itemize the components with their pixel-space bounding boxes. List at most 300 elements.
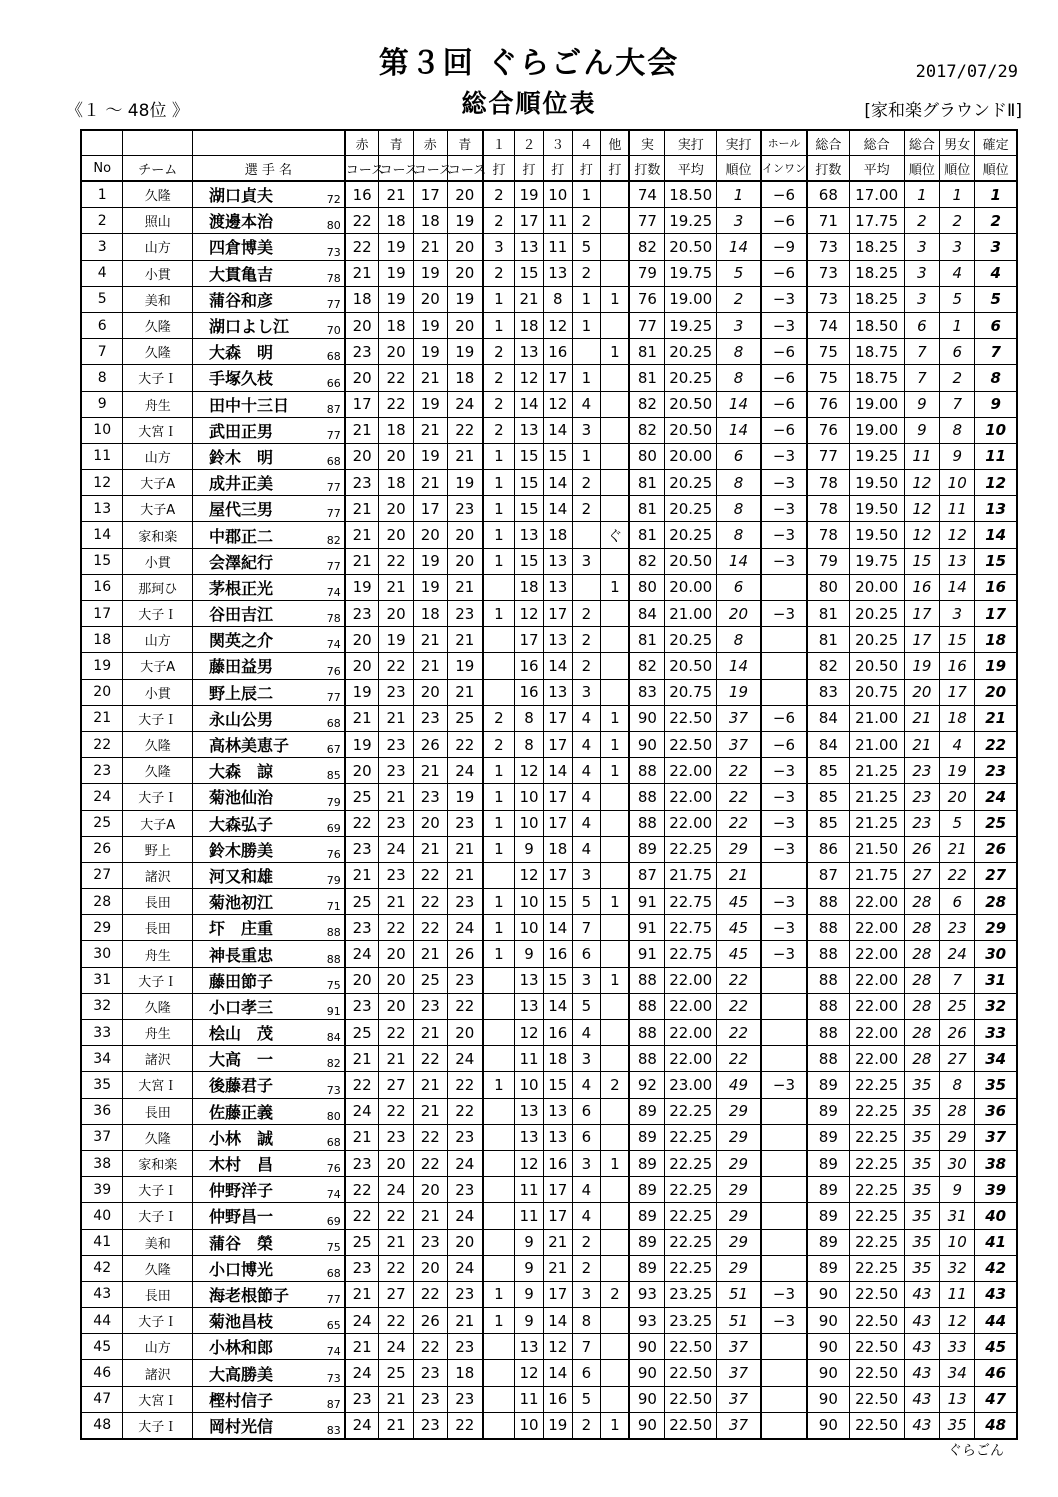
cell-actual-rank: 37 — [717, 705, 761, 731]
cell-no: 14 — [81, 522, 123, 548]
cell-red-course-1: 22 — [345, 810, 379, 836]
cell-no: 45 — [81, 1334, 123, 1360]
cell-red-course-1: 23 — [345, 1386, 379, 1412]
cell-player — [192, 234, 344, 260]
player-name: 大森 諒 — [208, 762, 273, 782]
cell-actual-avg: 20.50 — [665, 391, 717, 417]
cell-strokes-other: ぐ — [601, 522, 630, 548]
cell-strokes-3: 14 — [543, 496, 572, 522]
cell-player — [192, 522, 344, 548]
cell-total-strokes: 89 — [807, 1098, 849, 1124]
cell-hole-in-one — [761, 967, 807, 993]
player-age: 91 — [326, 1005, 341, 1018]
cell-red-course-2: 21 — [413, 941, 447, 967]
cell-total-rank: 28 — [904, 1020, 939, 1046]
cell-strokes-1: 1 — [483, 548, 515, 574]
cell-final-rank: 17 — [975, 601, 1017, 627]
cell-total-strokes: 73 — [807, 286, 849, 312]
cell-final-rank: 41 — [975, 1229, 1017, 1255]
player-name: 湖口よし江 — [208, 317, 289, 337]
cell-player — [192, 1255, 344, 1281]
cell-player — [192, 496, 344, 522]
cell-total-avg: 17.75 — [849, 208, 904, 234]
cell-hole-in-one: −3 — [761, 522, 807, 548]
cell-actual-avg: 22.25 — [665, 1255, 717, 1281]
cell-no: 30 — [81, 941, 123, 967]
cell-red-course-1: 21 — [345, 1046, 379, 1072]
player-name: 海老根節子 — [208, 1285, 289, 1305]
cell-player — [192, 1334, 344, 1360]
cell-red-course-2: 21 — [413, 653, 447, 679]
cell-total-strokes: 89 — [807, 1072, 849, 1098]
cell-red-course-2: 20 — [413, 522, 447, 548]
cell-strokes-3: 13 — [543, 627, 572, 653]
page-title: 第３回 ぐらごん大会 — [378, 46, 680, 81]
cell-gender-rank: 15 — [940, 627, 975, 653]
cell-strokes-3: 16 — [543, 1386, 572, 1412]
cell-actual-strokes: 81 — [629, 522, 664, 548]
cell-red-course-2: 21 — [413, 758, 447, 784]
cell-actual-rank: 14 — [717, 234, 761, 260]
cell-no: 1 — [81, 181, 123, 208]
cell-final-rank: 39 — [975, 1177, 1017, 1203]
cell-red-course-1: 23 — [345, 993, 379, 1019]
cell-actual-rank: 29 — [717, 1177, 761, 1203]
player-name: 大高 一 — [208, 1050, 273, 1070]
cell-actual-avg: 20.50 — [665, 417, 717, 443]
cell-blue-course-2: 24 — [447, 1203, 482, 1229]
cell-red-course-1: 23 — [345, 836, 379, 862]
cell-total-strokes: 68 — [807, 181, 849, 208]
player-age: 77 — [326, 690, 341, 704]
cell-red-course-1: 24 — [345, 1098, 379, 1124]
cell-blue-course-2: 20 — [447, 312, 482, 338]
cell-player — [192, 627, 344, 653]
cell-strokes-other: 1 — [601, 574, 630, 600]
cell-blue-course-2: 23 — [447, 601, 482, 627]
cell-red-course-2: 21 — [413, 627, 447, 653]
cell-actual-strokes: 88 — [629, 1046, 664, 1072]
cell-strokes-4: 5 — [572, 993, 601, 1019]
header-actual-avg-bottom: 平均 — [665, 156, 717, 182]
player-age: 77 — [326, 507, 341, 521]
table-row — [81, 234, 1017, 260]
cell-blue-course-2: 21 — [447, 627, 482, 653]
cell-actual-avg: 22.50 — [665, 731, 717, 757]
cell-actual-strokes: 89 — [629, 1255, 664, 1281]
cell-strokes-3: 14 — [543, 993, 572, 1019]
player-age: 70 — [326, 324, 341, 338]
cell-total-strokes: 74 — [807, 312, 849, 338]
cell-final-rank: 43 — [975, 1281, 1017, 1307]
cell-strokes-3: 18 — [543, 1046, 572, 1072]
cell-final-rank: 42 — [975, 1255, 1017, 1281]
header-red-course-2-top: 赤 — [413, 130, 447, 156]
player-name: 菊池仙治 — [208, 788, 273, 808]
cell-final-rank: 16 — [975, 574, 1017, 600]
cell-actual-strokes: 89 — [629, 1229, 664, 1255]
cell-actual-avg: 20.25 — [665, 339, 717, 365]
cell-blue-course-1: 20 — [379, 1150, 413, 1176]
cell-total-rank: 20 — [904, 679, 939, 705]
cell-strokes-1: 1 — [483, 784, 515, 810]
cell-gender-rank: 8 — [940, 1072, 975, 1098]
cell-red-course-1: 20 — [345, 967, 379, 993]
cell-blue-course-1: 22 — [379, 1255, 413, 1281]
cell-final-rank: 29 — [975, 915, 1017, 941]
cell-strokes-1: 1 — [483, 758, 515, 784]
header-strokes-other-bottom: 打 — [601, 156, 630, 182]
cell-team: 小貫 — [123, 679, 193, 705]
cell-red-course-2: 23 — [413, 1229, 447, 1255]
cell-player — [192, 941, 344, 967]
cell-total-avg: 22.00 — [849, 993, 904, 1019]
cell-blue-course-1: 20 — [379, 993, 413, 1019]
cell-blue-course-1: 24 — [379, 1334, 413, 1360]
cell-strokes-other — [601, 915, 630, 941]
cell-actual-rank: 51 — [717, 1308, 761, 1334]
table-row — [81, 1334, 1017, 1360]
header-player-top — [192, 130, 344, 156]
cell-gender-rank: 5 — [940, 286, 975, 312]
cell-strokes-2: 8 — [515, 705, 544, 731]
cell-team: 山方 — [123, 1334, 193, 1360]
cell-total-strokes: 71 — [807, 208, 849, 234]
cell-final-rank: 45 — [975, 1334, 1017, 1360]
cell-strokes-other — [601, 627, 630, 653]
cell-strokes-other — [601, 1386, 630, 1412]
cell-final-rank: 32 — [975, 993, 1017, 1019]
cell-actual-avg: 21.75 — [665, 862, 717, 888]
cell-actual-rank: 29 — [717, 836, 761, 862]
cell-strokes-3: 16 — [543, 941, 572, 967]
cell-actual-rank: 8 — [717, 496, 761, 522]
cell-blue-course-1: 23 — [379, 731, 413, 757]
cell-actual-strokes: 92 — [629, 1072, 664, 1098]
cell-actual-strokes: 81 — [629, 339, 664, 365]
cell-team: 照山 — [123, 208, 193, 234]
cell-blue-course-1: 23 — [379, 862, 413, 888]
cell-no: 34 — [81, 1046, 123, 1072]
cell-strokes-4: 3 — [572, 967, 601, 993]
cell-red-course-2: 19 — [413, 391, 447, 417]
cell-actual-strokes: 90 — [629, 731, 664, 757]
cell-strokes-2: 17 — [515, 627, 544, 653]
cell-strokes-2: 15 — [515, 470, 544, 496]
cell-strokes-1 — [483, 1334, 515, 1360]
cell-strokes-4 — [572, 574, 601, 600]
cell-final-rank: 8 — [975, 365, 1017, 391]
player-name: 大高勝美 — [208, 1364, 273, 1384]
cell-actual-avg: 22.25 — [665, 836, 717, 862]
cell-strokes-4: 4 — [572, 1177, 601, 1203]
cell-gender-rank: 4 — [940, 731, 975, 757]
cell-total-rank: 43 — [904, 1281, 939, 1307]
table-row — [81, 1308, 1017, 1334]
cell-total-avg: 22.50 — [849, 1308, 904, 1334]
cell-no: 29 — [81, 915, 123, 941]
player-age: 77 — [326, 559, 341, 573]
cell-strokes-2: 9 — [515, 1229, 544, 1255]
cell-total-rank: 35 — [904, 1229, 939, 1255]
cell-gender-rank: 11 — [940, 1281, 975, 1307]
cell-hole-in-one: −3 — [761, 312, 807, 338]
cell-no: 5 — [81, 286, 123, 312]
cell-blue-course-1: 24 — [379, 1177, 413, 1203]
cell-red-course-1: 21 — [345, 1124, 379, 1150]
player-age: 68 — [326, 350, 341, 364]
table-row — [81, 1255, 1017, 1281]
player-age: 73 — [326, 1083, 341, 1097]
cell-strokes-other — [601, 1177, 630, 1203]
cell-total-rank: 21 — [904, 705, 939, 731]
cell-actual-rank: 29 — [717, 1098, 761, 1124]
cell-strokes-2: 11 — [515, 1203, 544, 1229]
cell-final-rank: 2 — [975, 208, 1017, 234]
cell-strokes-3: 19 — [543, 1412, 572, 1439]
cell-team: 長田 — [123, 889, 193, 915]
player-age: 72 — [326, 193, 341, 207]
cell-red-course-1: 21 — [345, 417, 379, 443]
player-age: 82 — [326, 1057, 341, 1071]
table-row — [81, 993, 1017, 1019]
cell-hole-in-one: −6 — [761, 705, 807, 731]
cell-total-rank: 35 — [904, 1203, 939, 1229]
player-age: 77 — [326, 1293, 341, 1307]
cell-red-course-2: 25 — [413, 967, 447, 993]
cell-blue-course-1: 19 — [379, 286, 413, 312]
cell-total-strokes: 90 — [807, 1308, 849, 1334]
cell-actual-rank: 22 — [717, 967, 761, 993]
cell-red-course-2: 22 — [413, 1046, 447, 1072]
header-strokes-3-top: ３ — [543, 130, 572, 156]
cell-gender-rank: 28 — [940, 1098, 975, 1124]
cell-team: 久隆 — [123, 181, 193, 208]
cell-actual-strokes: 88 — [629, 810, 664, 836]
cell-strokes-3: 17 — [543, 1177, 572, 1203]
cell-gender-rank: 6 — [940, 339, 975, 365]
cell-hole-in-one — [761, 1334, 807, 1360]
cell-red-course-1: 16 — [345, 181, 379, 208]
cell-strokes-other — [601, 260, 630, 286]
cell-strokes-4: 7 — [572, 1334, 601, 1360]
cell-strokes-2: 9 — [515, 941, 544, 967]
cell-total-strokes: 87 — [807, 862, 849, 888]
cell-blue-course-1: 21 — [379, 181, 413, 208]
cell-blue-course-2: 24 — [447, 758, 482, 784]
cell-strokes-2: 13 — [515, 234, 544, 260]
cell-player — [192, 601, 344, 627]
cell-blue-course-2: 22 — [447, 731, 482, 757]
player-name: 蒲谷和彦 — [208, 290, 273, 310]
cell-hole-in-one: −3 — [761, 470, 807, 496]
cell-player — [192, 1229, 344, 1255]
table-row — [81, 339, 1017, 365]
cell-team: 美和 — [123, 286, 193, 312]
cell-blue-course-1: 18 — [379, 312, 413, 338]
cell-total-rank: 1 — [904, 181, 939, 208]
cell-actual-strokes: 82 — [629, 234, 664, 260]
cell-actual-avg: 20.00 — [665, 443, 717, 469]
cell-blue-course-2: 23 — [447, 496, 482, 522]
cell-blue-course-2: 23 — [447, 967, 482, 993]
cell-total-avg: 21.50 — [849, 836, 904, 862]
player-age: 80 — [326, 219, 341, 233]
cell-blue-course-2: 20 — [447, 1020, 482, 1046]
cell-actual-rank: 5 — [717, 260, 761, 286]
cell-strokes-4: 1 — [572, 181, 601, 208]
cell-total-avg: 20.00 — [849, 574, 904, 600]
cell-actual-avg: 20.25 — [665, 522, 717, 548]
cell-gender-rank: 2 — [940, 365, 975, 391]
cell-blue-course-2: 22 — [447, 417, 482, 443]
cell-blue-course-2: 22 — [447, 1072, 482, 1098]
cell-blue-course-2: 23 — [447, 810, 482, 836]
cell-strokes-4: 4 — [572, 705, 601, 731]
cell-no: 28 — [81, 889, 123, 915]
cell-strokes-4: 4 — [572, 1203, 601, 1229]
table-row — [81, 627, 1017, 653]
cell-strokes-1: 1 — [483, 836, 515, 862]
cell-total-rank: 35 — [904, 1150, 939, 1176]
cell-actual-avg: 20.75 — [665, 679, 717, 705]
table-row — [81, 522, 1017, 548]
table-row — [81, 679, 1017, 705]
cell-no: 9 — [81, 391, 123, 417]
cell-total-strokes: 76 — [807, 417, 849, 443]
cell-actual-avg: 19.00 — [665, 286, 717, 312]
cell-total-rank: 11 — [904, 443, 939, 469]
cell-total-avg: 21.00 — [849, 731, 904, 757]
cell-gender-rank: 22 — [940, 862, 975, 888]
cell-gender-rank: 30 — [940, 1150, 975, 1176]
cell-strokes-4: 2 — [572, 496, 601, 522]
cell-total-avg: 22.25 — [849, 1124, 904, 1150]
player-age: 69 — [326, 1214, 341, 1228]
cell-no: 18 — [81, 627, 123, 653]
cell-hole-in-one — [761, 1046, 807, 1072]
cell-strokes-other — [601, 1255, 630, 1281]
cell-total-strokes: 89 — [807, 1203, 849, 1229]
cell-actual-avg: 20.25 — [665, 496, 717, 522]
cell-actual-rank: 29 — [717, 1124, 761, 1150]
cell-hole-in-one: −3 — [761, 286, 807, 312]
cell-no: 46 — [81, 1360, 123, 1386]
cell-actual-strokes: 88 — [629, 1020, 664, 1046]
cell-hole-in-one — [761, 653, 807, 679]
cell-strokes-3: 13 — [543, 679, 572, 705]
cell-player — [192, 1150, 344, 1176]
cell-no: 4 — [81, 260, 123, 286]
cell-team: 諸沢 — [123, 862, 193, 888]
cell-gender-rank: 12 — [940, 1308, 975, 1334]
cell-actual-rank: 8 — [717, 339, 761, 365]
cell-strokes-4: 2 — [572, 1255, 601, 1281]
cell-total-rank: 23 — [904, 784, 939, 810]
cell-actual-avg: 22.50 — [665, 1412, 717, 1439]
cell-team: 大子A — [123, 653, 193, 679]
table-row — [81, 496, 1017, 522]
cell-actual-rank: 37 — [717, 1334, 761, 1360]
cell-strokes-2: 16 — [515, 679, 544, 705]
cell-gender-rank: 1 — [940, 181, 975, 208]
cell-actual-avg: 22.25 — [665, 1229, 717, 1255]
player-name: 仲野洋子 — [208, 1181, 273, 1201]
cell-blue-course-2: 23 — [447, 1281, 482, 1307]
cell-actual-avg: 22.00 — [665, 967, 717, 993]
player-name: 武田正男 — [208, 421, 273, 441]
cell-player — [192, 653, 344, 679]
cell-blue-course-1: 23 — [379, 758, 413, 784]
cell-total-avg: 22.00 — [849, 915, 904, 941]
cell-blue-course-2: 20 — [447, 260, 482, 286]
cell-hole-in-one: −3 — [761, 1072, 807, 1098]
cell-strokes-4: 4 — [572, 836, 601, 862]
cell-total-avg: 22.00 — [849, 941, 904, 967]
table-row — [81, 260, 1017, 286]
cell-final-rank: 10 — [975, 417, 1017, 443]
cell-strokes-1 — [483, 1412, 515, 1439]
cell-no: 3 — [81, 234, 123, 260]
cell-player — [192, 1308, 344, 1334]
player-name: 小林 誠 — [208, 1128, 273, 1148]
cell-actual-avg: 19.25 — [665, 208, 717, 234]
cell-team: 大宮Ｉ — [123, 1072, 193, 1098]
cell-strokes-4: 2 — [572, 1229, 601, 1255]
cell-total-rank: 2 — [904, 208, 939, 234]
table-row — [81, 941, 1017, 967]
cell-strokes-other — [601, 941, 630, 967]
cell-actual-rank: 20 — [717, 601, 761, 627]
cell-strokes-4: 4 — [572, 810, 601, 836]
cell-red-course-1: 21 — [345, 705, 379, 731]
cell-player — [192, 1386, 344, 1412]
cell-total-rank: 43 — [904, 1386, 939, 1412]
cell-strokes-4: 3 — [572, 417, 601, 443]
cell-strokes-other — [601, 234, 630, 260]
cell-gender-rank: 2 — [940, 208, 975, 234]
cell-actual-rank: 37 — [717, 731, 761, 757]
cell-team: 大子A — [123, 810, 193, 836]
cell-total-rank: 28 — [904, 889, 939, 915]
player-age: 73 — [326, 245, 341, 259]
cell-total-avg: 19.50 — [849, 496, 904, 522]
cell-team: 大子Ｉ — [123, 1308, 193, 1334]
player-age: 74 — [326, 638, 341, 652]
cell-strokes-3: 14 — [543, 470, 572, 496]
cell-hole-in-one: −6 — [761, 208, 807, 234]
cell-red-course-1: 19 — [345, 574, 379, 600]
player-name: 大貫亀吉 — [208, 264, 273, 284]
cell-strokes-3: 17 — [543, 705, 572, 731]
cell-actual-avg: 22.25 — [665, 1203, 717, 1229]
cell-strokes-other — [601, 1334, 630, 1360]
header-blue-course-1-top: 青 — [379, 130, 413, 156]
cell-actual-strokes: 82 — [629, 653, 664, 679]
cell-strokes-other — [601, 417, 630, 443]
cell-hole-in-one: −3 — [761, 784, 807, 810]
cell-red-course-2: 19 — [413, 574, 447, 600]
cell-strokes-4: 2 — [572, 653, 601, 679]
cell-team: 大子Ｉ — [123, 365, 193, 391]
player-name: 鈴木勝美 — [208, 840, 273, 860]
player-age: 77 — [326, 428, 341, 442]
header-team-top — [123, 130, 193, 156]
cell-blue-course-2: 18 — [447, 1360, 482, 1386]
cell-strokes-other — [601, 470, 630, 496]
header-strokes-1-top: １ — [483, 130, 515, 156]
cell-gender-rank: 9 — [940, 443, 975, 469]
